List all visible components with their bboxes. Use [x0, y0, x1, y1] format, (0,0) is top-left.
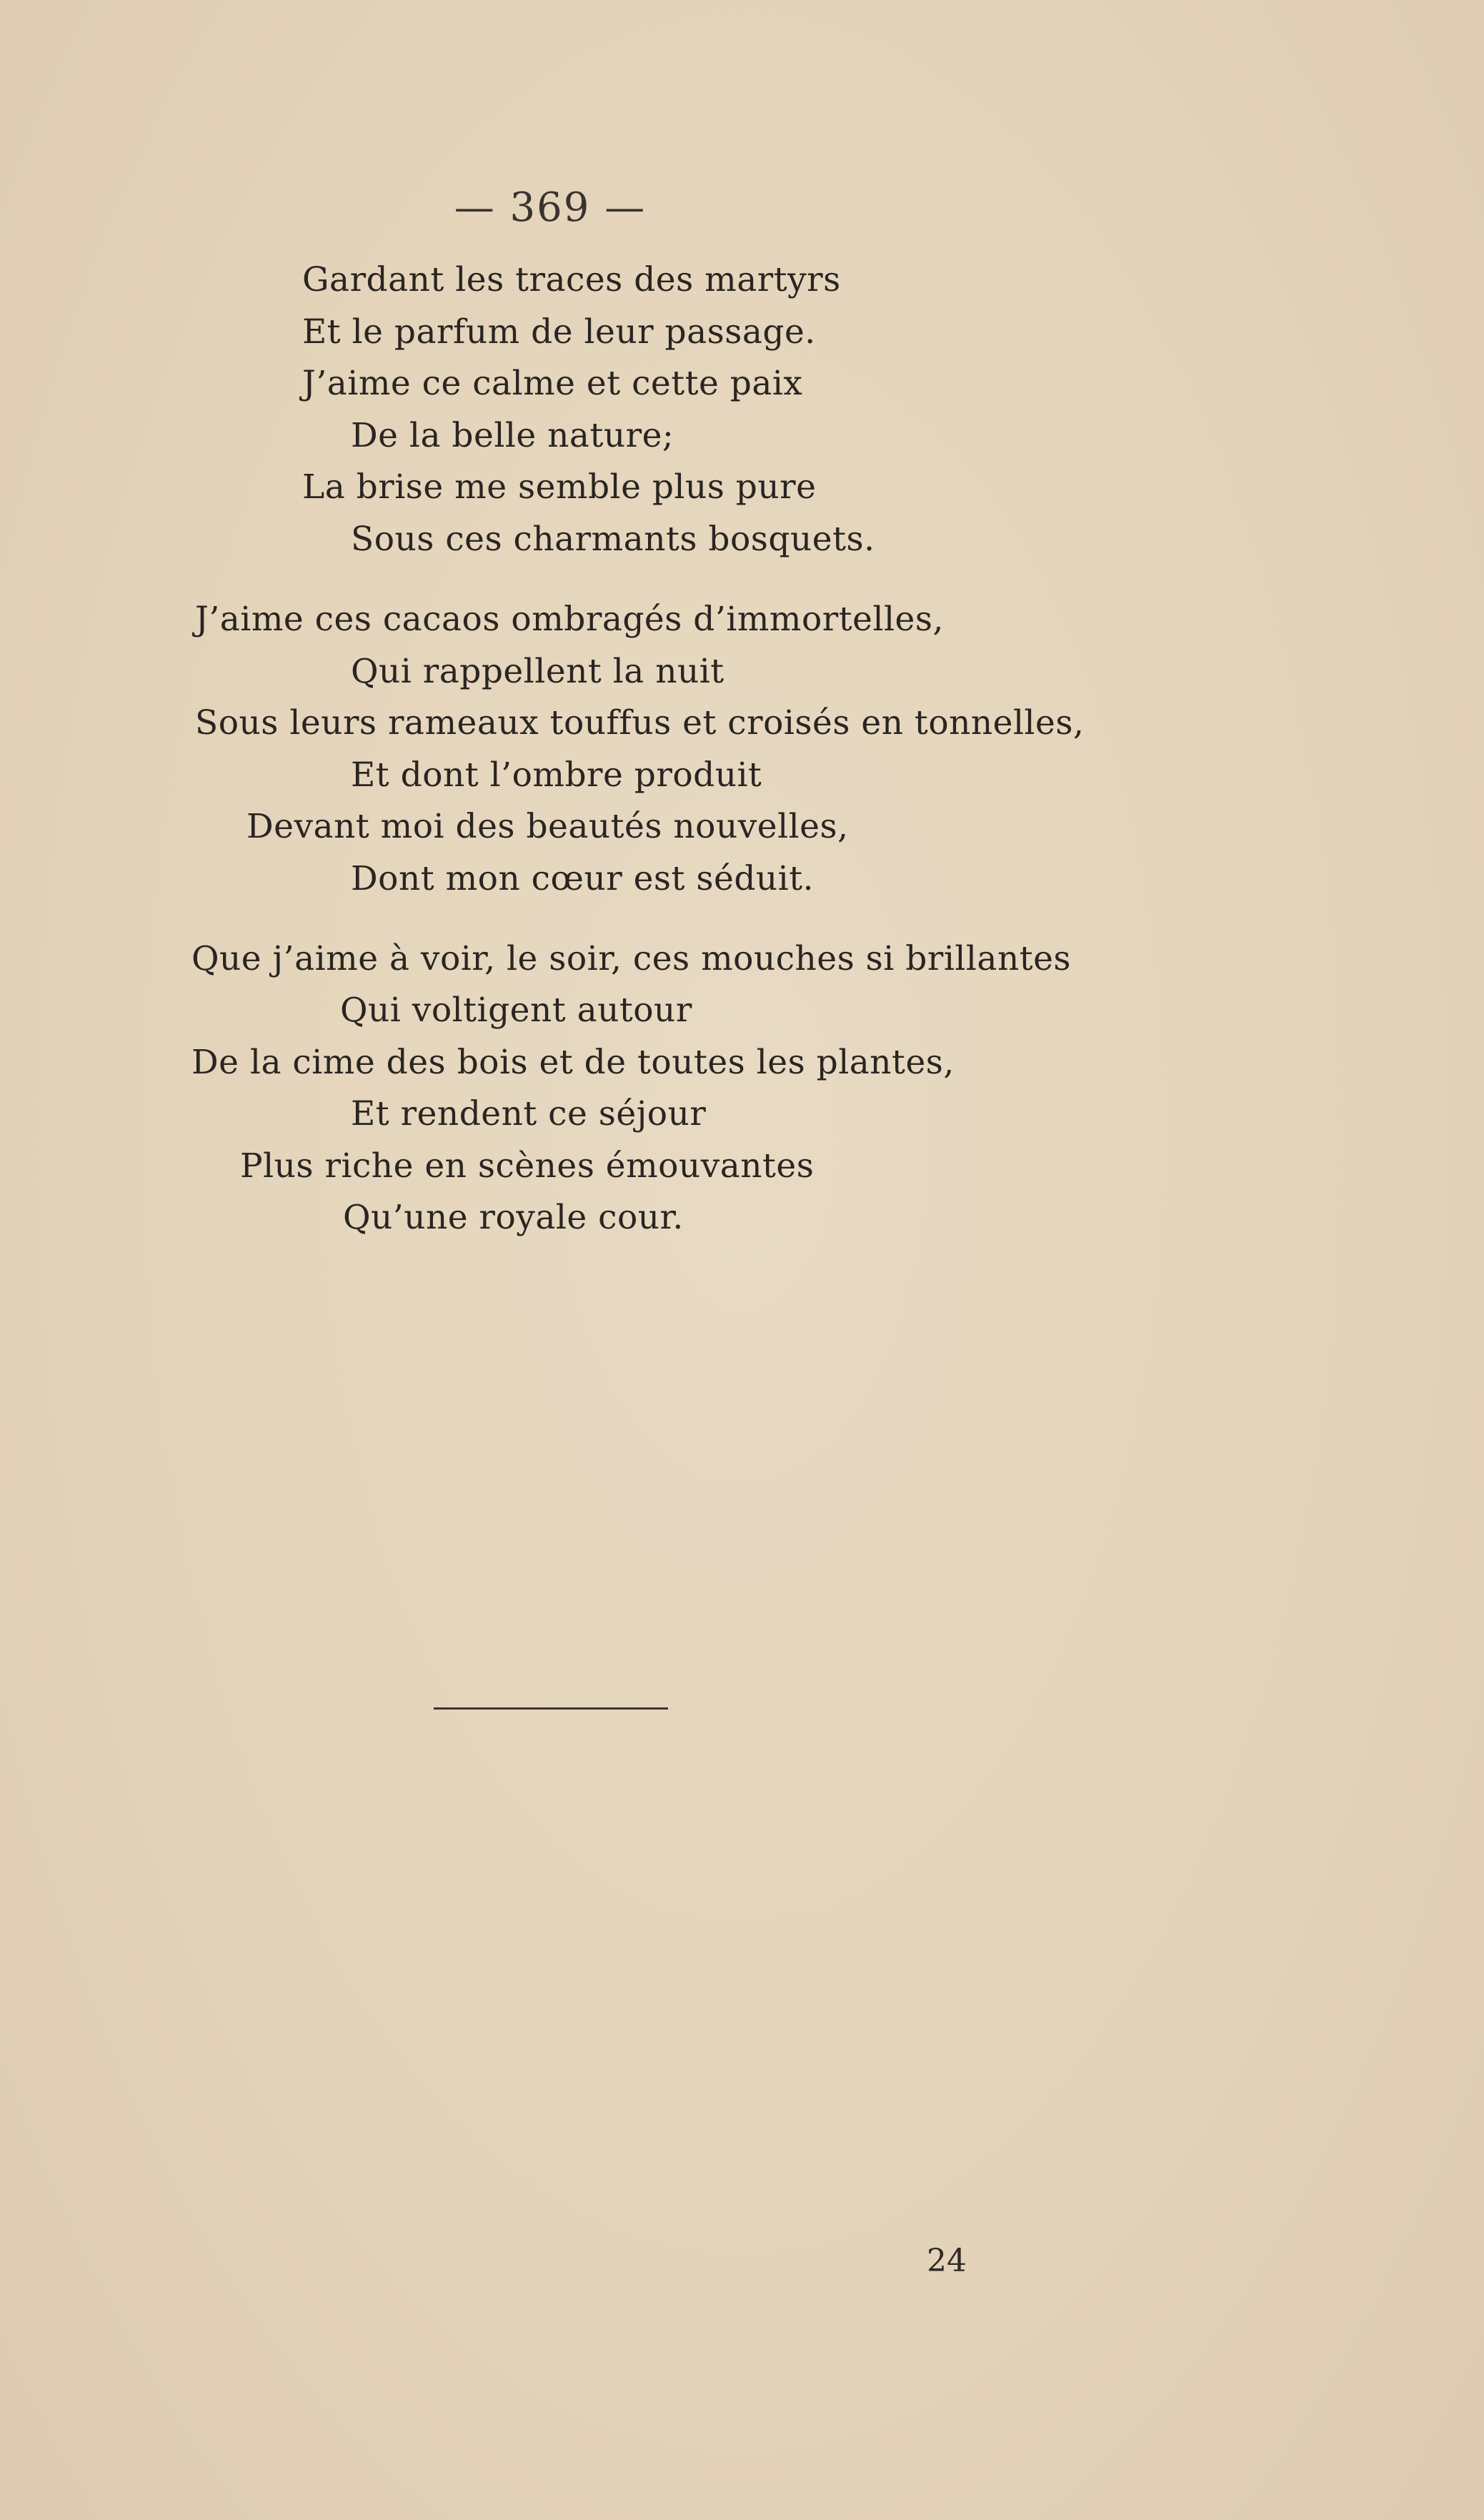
verse-line: Que j’aime à voir, le soir, ces mouches si brillantes: [191, 939, 1072, 978]
verse-line: Devant moi des beautés nouvelles,: [246, 807, 849, 846]
verse-line: Et dont l’ombre produit: [351, 755, 762, 795]
verse-line: Qui voltigent autour: [340, 991, 692, 1030]
verse-line: De la belle nature;: [351, 416, 674, 455]
verse-line: Et rendent ce séjour: [351, 1094, 707, 1133]
verse-line: La brise me semble plus pure: [302, 467, 817, 507]
verse-line: J’aime ce calme et cette paix: [302, 364, 803, 403]
verse-line: Sous leurs rameaux touffus et croisés en tonnelles,: [195, 703, 1085, 743]
verse-line: Et le parfum de leur passage.: [302, 312, 816, 352]
verse-line: J’aime ces cacaos ombragés d’immortelles,: [195, 600, 944, 639]
closing-rule: [434, 1707, 668, 1710]
signature-mark: 24: [927, 2243, 967, 2279]
verse-line: Gardant les traces des martyrs: [302, 260, 841, 299]
page-number: — 369 —: [454, 184, 647, 231]
verse-line: Qu’une royale cour.: [343, 1198, 684, 1237]
verse-line: Dont mon cœur est séduit.: [351, 859, 815, 898]
verse-line: Qui rappellent la nuit: [351, 652, 724, 691]
verse-line: Sous ces charmants bosquets.: [351, 520, 875, 559]
verse-line: Plus riche en scènes émouvantes: [240, 1146, 815, 1186]
verse-line: De la cime des bois et de toutes les plantes,: [191, 1043, 955, 1082]
